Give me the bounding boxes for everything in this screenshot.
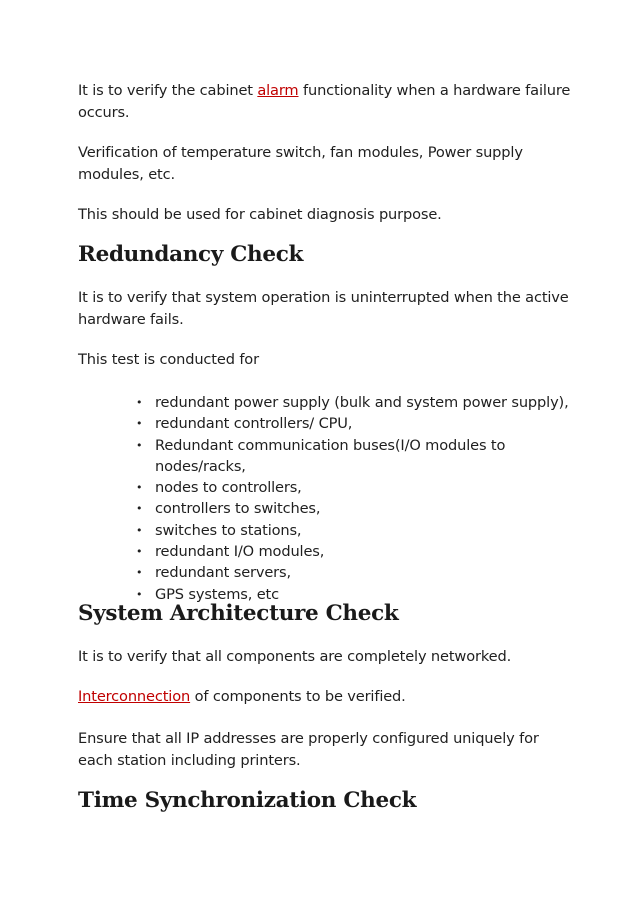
list-item: • GPS systems, etc [135, 584, 575, 605]
list-item: • redundant power supply (bulk and system power supply), [135, 392, 575, 413]
bullet-icon: • [136, 566, 143, 580]
architecture-paragraph-1: It is to verify that all components are completely networked. [78, 648, 512, 665]
architecture-paragraph-2 [78, 686, 406, 708]
redundancy-check-heading: Redundancy Check [78, 242, 304, 267]
architecture-p3-line2: each station including printers. [78, 751, 301, 769]
architecture-paragraph-3 [78, 728, 539, 771]
redundancy-paragraph-2: This test is conducted for [78, 351, 259, 368]
list-item: • nodes to controllers, [135, 477, 575, 498]
list-item: • redundant controllers/ CPU, [135, 413, 575, 434]
bullet-icon: • [136, 438, 143, 452]
intro-text-before-link: It is to verify the cabinet [78, 82, 258, 99]
bullet-icon: • [136, 417, 143, 431]
intro-text-after-link: functionality when a hardware failure [298, 82, 571, 99]
redundancy-paragraph-1 [78, 287, 569, 330]
alarm-link[interactable]: alarm [257, 82, 299, 99]
bullet-icon: • [136, 587, 143, 601]
redundancy-p1-line2: hardware fails. [78, 310, 184, 328]
redundancy-test-list [135, 392, 575, 605]
list-item: • Redundant communication buses(I/O modules to nodes/racks, [136, 436, 506, 475]
intro-p2-line2: modules, etc. [78, 165, 175, 183]
bullet-icon: • [136, 502, 143, 516]
intro-paragraph-1 [78, 80, 570, 123]
intro-paragraph-2 [78, 142, 523, 185]
interconnection-link[interactable]: Interconnection [78, 688, 191, 705]
intro-text-line2: occurs. [78, 103, 130, 121]
list-item: • redundant servers, [135, 562, 575, 583]
time-synchronization-check-heading: Time Synchronization Check [78, 788, 417, 813]
bullet-icon: • [136, 523, 143, 537]
list-item: • controllers to switches, [135, 498, 575, 519]
bullet-icon: • [136, 396, 143, 409]
list-item: • switches to stations, [135, 520, 575, 541]
bullet-icon: • [136, 545, 143, 559]
bullet-icon: • [136, 481, 143, 495]
intro-p2-line1: Verification of temperature switch, fan modules, Power supply [78, 144, 523, 161]
architecture-p2-text: of components to be verified. [190, 688, 406, 705]
redundancy-p1-line1: It is to verify that system operation is uninterrupted when the active [78, 289, 569, 306]
list-item: • redundant I/O modules, [135, 541, 575, 562]
system-architecture-check-heading: System Architecture Check [78, 601, 399, 626]
intro-paragraph-3: This should be used for cabinet diagnosis purpose. [78, 206, 442, 223]
architecture-p3-line1: Ensure that all IP addresses are properly configured uniquely for [78, 730, 539, 747]
